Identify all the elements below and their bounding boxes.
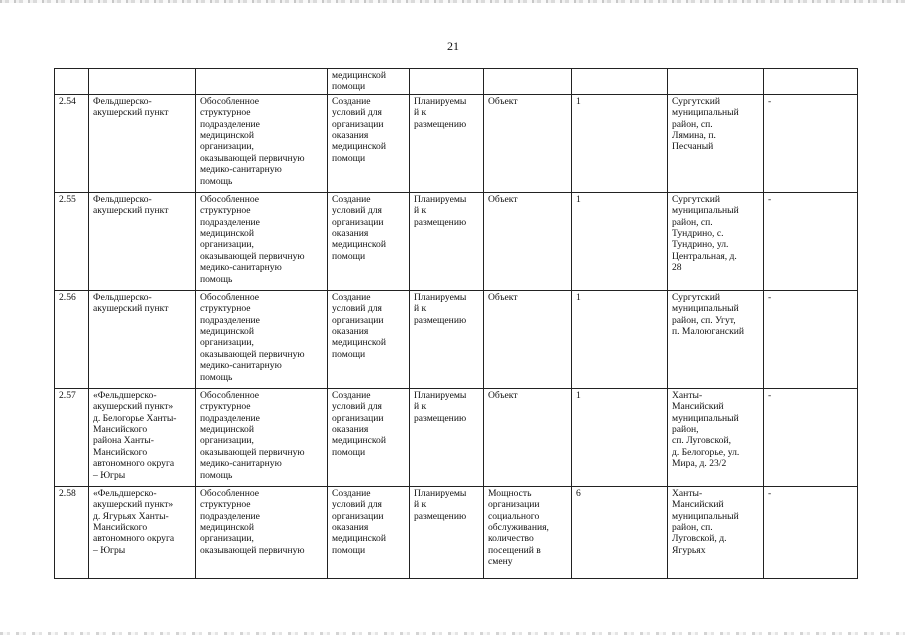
- cell-indicator: Объект: [484, 192, 572, 290]
- table-row: [55, 388, 858, 486]
- cell-zone: -: [764, 388, 858, 486]
- table-row: [55, 192, 858, 290]
- cell-structure: Обособленное структурное подразделение медицинской организации, оказывающей первичную медико-санитарную помощь: [196, 192, 328, 290]
- cell-indicator: Объект: [484, 94, 572, 192]
- cell-quantity: 1: [572, 192, 668, 290]
- cell-status: Планируемы й к размещению: [410, 388, 484, 486]
- cell-structure: Обособленное структурное подразделение медицинской организации, оказывающей первичную медико-санитарную помощь: [196, 94, 328, 192]
- cell-zone: -: [764, 486, 858, 578]
- cell-status: Планируемы й к размещению: [410, 486, 484, 578]
- cell-location: Ханты- Мансийский муниципальный район, сп. Луговской, д. Ягурьях: [668, 486, 764, 578]
- table-row: [55, 290, 858, 388]
- cell-purpose: Создание условий для организации оказания медицинской помощи: [328, 290, 410, 388]
- cell-quantity: [572, 69, 668, 95]
- cell-location: Сургутский муниципальный район, сп. Лямина, п. Песчаный: [668, 94, 764, 192]
- table-row: [55, 94, 858, 192]
- cell-no: 2.57: [55, 388, 89, 486]
- cell-status: Планируемы й к размещению: [410, 192, 484, 290]
- cell-purpose: медицинской помощи: [328, 69, 410, 95]
- cell-zone: -: [764, 192, 858, 290]
- cell-purpose: Создание условий для организации оказания медицинской помощи: [328, 94, 410, 192]
- cell-no: 2.56: [55, 290, 89, 388]
- cell-zone: -: [764, 290, 858, 388]
- cell-zone: -: [764, 94, 858, 192]
- cell-indicator: [484, 69, 572, 95]
- scan-edge-top: [0, 0, 905, 3]
- cell-name: Фельдшерско- акушерский пункт: [89, 94, 196, 192]
- cell-quantity: 1: [572, 388, 668, 486]
- cell-no: 2.54: [55, 94, 89, 192]
- cell-purpose: Создание условий для организации оказания медицинской помощи: [328, 486, 410, 578]
- cell-name: Фельдшерско- акушерский пункт: [89, 192, 196, 290]
- cell-name: Фельдшерско- акушерский пункт: [89, 290, 196, 388]
- cell-no: [55, 69, 89, 95]
- cell-indicator: Мощность организации социального обслуживания, количество посещений в смену: [484, 486, 572, 578]
- cell-status: [410, 69, 484, 95]
- scan-edge-bottom: [0, 632, 905, 635]
- cell-name: [89, 69, 196, 95]
- cell-indicator: Объект: [484, 290, 572, 388]
- cell-quantity: 1: [572, 94, 668, 192]
- cell-no: 2.55: [55, 192, 89, 290]
- cell-structure: Обособленное структурное подразделение медицинской организации, оказывающей первичную: [196, 486, 328, 578]
- cell-location: [668, 69, 764, 95]
- table-row: [55, 486, 858, 578]
- page-number: 21: [447, 39, 459, 53]
- cell-status: Планируемы й к размещению: [410, 94, 484, 192]
- table-row: [55, 69, 858, 95]
- cell-name: «Фельдшерско- акушерский пункт» д. Белогорье Ханты- Мансийского района Ханты- Мансийского автономного округа – Югры: [89, 388, 196, 486]
- cell-zone: [764, 69, 858, 95]
- cell-location: Ханты- Мансийский муниципальный район, сп. Луговской, д. Белогорье, ул. Мира, д. 23/2: [668, 388, 764, 486]
- cell-location: Сургутский муниципальный район, сп. Тундрино, с. Тундрино, ул. Центральная, д. 28: [668, 192, 764, 290]
- cell-purpose: Создание условий для организации оказания медицинской помощи: [328, 192, 410, 290]
- cell-quantity: 1: [572, 290, 668, 388]
- cell-quantity: 6: [572, 486, 668, 578]
- cell-structure: [196, 69, 328, 95]
- cell-no: 2.58: [55, 486, 89, 578]
- cell-name: «Фельдшерско- акушерский пункт» д. Ягурьях Ханты- Мансийского автономного округа – Югры: [89, 486, 196, 578]
- facilities-table: [54, 68, 858, 579]
- cell-status: Планируемы й к размещению: [410, 290, 484, 388]
- cell-location: Сургутский муниципальный район, сп. Угут, п. Малоюганский: [668, 290, 764, 388]
- cell-indicator: Объект: [484, 388, 572, 486]
- cell-structure: Обособленное структурное подразделение медицинской организации, оказывающей первичную медико-санитарную помощь: [196, 290, 328, 388]
- cell-structure: Обособленное структурное подразделение медицинской организации, оказывающей первичную медико-санитарную помощь: [196, 388, 328, 486]
- cell-purpose: Создание условий для организации оказания медицинской помощи: [328, 388, 410, 486]
